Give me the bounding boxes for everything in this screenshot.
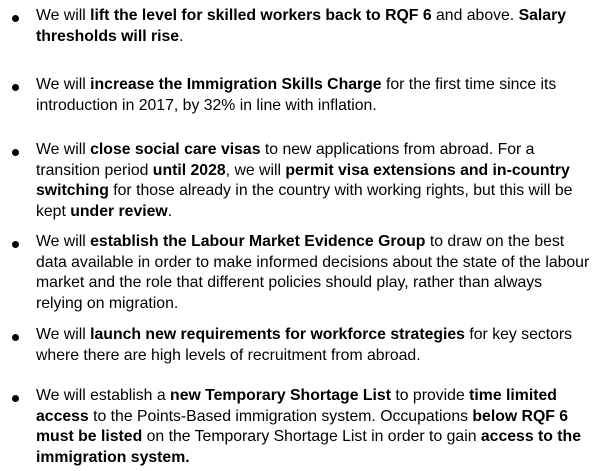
- bullet-dot-icon: [12, 334, 19, 341]
- text-segment: to draw on the best data available in order to make informed decisions about the state of the labour market and the role that different policies should play, rather than always relying on migration.: [36, 233, 590, 312]
- text-segment: We will: [36, 233, 91, 250]
- bold-text-segment: Salary thresholds will rise: [36, 7, 567, 45]
- bullet-dot-icon: [12, 395, 19, 402]
- text-segment: We will: [36, 326, 91, 343]
- bold-text-segment: permit visa extensions and in-country switching: [36, 161, 570, 199]
- bullet-text: [36, 325, 592, 366]
- bold-text-segment: increase the Immigration Skills Charge: [90, 76, 382, 93]
- text-segment: We will: [36, 76, 91, 93]
- bold-text-segment: new Temporary Shortage List: [170, 387, 391, 404]
- bold-text-segment: lift the level for skilled workers back to RQF 6: [90, 7, 432, 24]
- text-segment: .: [179, 27, 184, 45]
- text-segment: for those already in the country with working rights, but this will be kept: [36, 182, 573, 220]
- text-segment: and above.: [431, 7, 519, 24]
- text-segment: to provide: [390, 387, 470, 404]
- text-segment: on the Temporary Shortage List in order to gain: [142, 428, 481, 445]
- bullet-text: [36, 6, 592, 47]
- bullet-dot-icon: [12, 15, 19, 22]
- text-segment: for the first time since its introduction in 2017, by 32% in line with inflation.: [36, 76, 557, 114]
- bold-text-segment: access to the immigration system.: [36, 428, 581, 466]
- bold-text-segment: close social care visas: [90, 141, 261, 158]
- bullet-text: [36, 232, 592, 314]
- bold-text-segment: under review: [70, 202, 168, 220]
- bullet-text: [36, 75, 592, 116]
- bold-text-segment: establish the Labour Market Evidence Group: [90, 233, 426, 250]
- text-segment: to the Points-Based immigration system. Occupations: [88, 407, 473, 425]
- text-segment: for key sectors where there are high levels of recruitment from abroad.: [36, 326, 573, 364]
- bullet-dot-icon: [12, 149, 19, 156]
- text-segment: to new applications from abroad. For a transition period: [36, 141, 535, 179]
- text-segment: We will: [36, 141, 91, 158]
- bullet-dot-icon: [12, 84, 19, 91]
- bullet-text: [36, 386, 592, 468]
- text-segment: We will: [36, 7, 91, 24]
- text-segment: We will establish a: [36, 387, 171, 404]
- text-segment: , we will: [225, 161, 286, 179]
- bold-text-segment: until 2028: [152, 161, 226, 179]
- bullet-dot-icon: [12, 241, 19, 248]
- text-segment: .: [167, 202, 173, 220]
- bold-text-segment: below RQF 6 must be listed: [36, 407, 569, 445]
- bullet-text: [36, 140, 592, 222]
- bold-text-segment: time limited access: [36, 387, 557, 425]
- bold-text-segment: launch new requirements for workforce strategies: [90, 326, 465, 343]
